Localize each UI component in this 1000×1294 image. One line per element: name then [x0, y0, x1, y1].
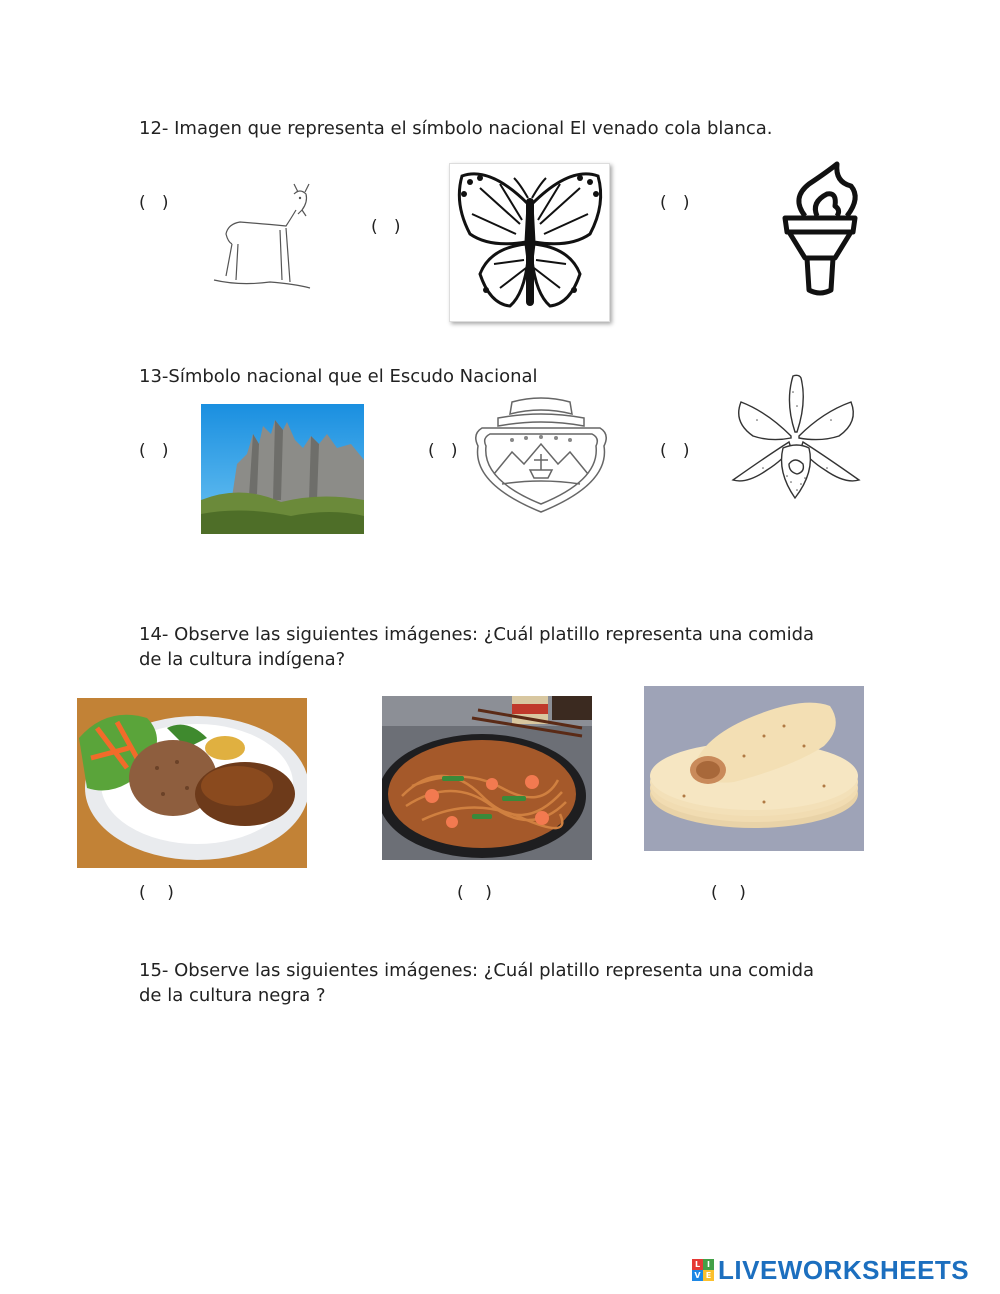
question-15 — [139, 958, 814, 1008]
logo-text: LIVEWORKSHEETS — [718, 1254, 970, 1285]
noodles-with-shrimp-photo — [382, 696, 592, 860]
torch-drawing — [775, 158, 865, 308]
question-14 — [139, 622, 814, 672]
answer-box-13-b[interactable]: ( ) — [428, 441, 458, 461]
answer-box-13-a[interactable]: ( ) — [139, 441, 169, 461]
rock-formation-photo — [201, 404, 364, 534]
coat-of-arms-drawing — [472, 394, 610, 516]
question-13 — [139, 364, 538, 389]
question-13-text: 13-Símbolo nacional que el Escudo Nacional — [139, 366, 538, 387]
answer-box-14-b[interactable]: ( ) — [457, 883, 492, 903]
rice-and-chicken-plate-photo — [77, 698, 307, 868]
answer-box-12-a[interactable]: ( ) — [139, 193, 169, 213]
liveworksheets-logo — [692, 1256, 969, 1284]
answer-box-14-a[interactable]: ( ) — [139, 883, 174, 903]
orchid-drawing — [727, 372, 864, 502]
answer-box-12-b[interactable]: ( ) — [371, 217, 401, 237]
tortillas-photo — [644, 686, 864, 851]
deer-drawing — [210, 180, 320, 295]
answer-box-12-c[interactable]: ( ) — [660, 193, 690, 213]
question-14-line-1: 14- Observe las siguientes imágenes: ¿Cuál platillo representa una comida — [139, 624, 815, 645]
answer-box-13-c[interactable]: ( ) — [660, 441, 690, 461]
question-12-text: 12- Imagen que representa el símbolo nacional El venado cola blanca. — [139, 118, 773, 139]
question-15-line-1: 15- Observe las siguientes imágenes: ¿Cuál platillo representa una comida — [139, 960, 815, 981]
question-12 — [139, 116, 773, 141]
question-14-line-2: de la cultura indígena? — [139, 649, 346, 670]
question-15-line-2: de la cultura negra ? — [139, 985, 326, 1006]
logo-mark-icon: L I V E — [692, 1259, 714, 1281]
answer-box-14-c[interactable]: ( ) — [711, 883, 746, 903]
butterfly-drawing — [449, 163, 610, 322]
